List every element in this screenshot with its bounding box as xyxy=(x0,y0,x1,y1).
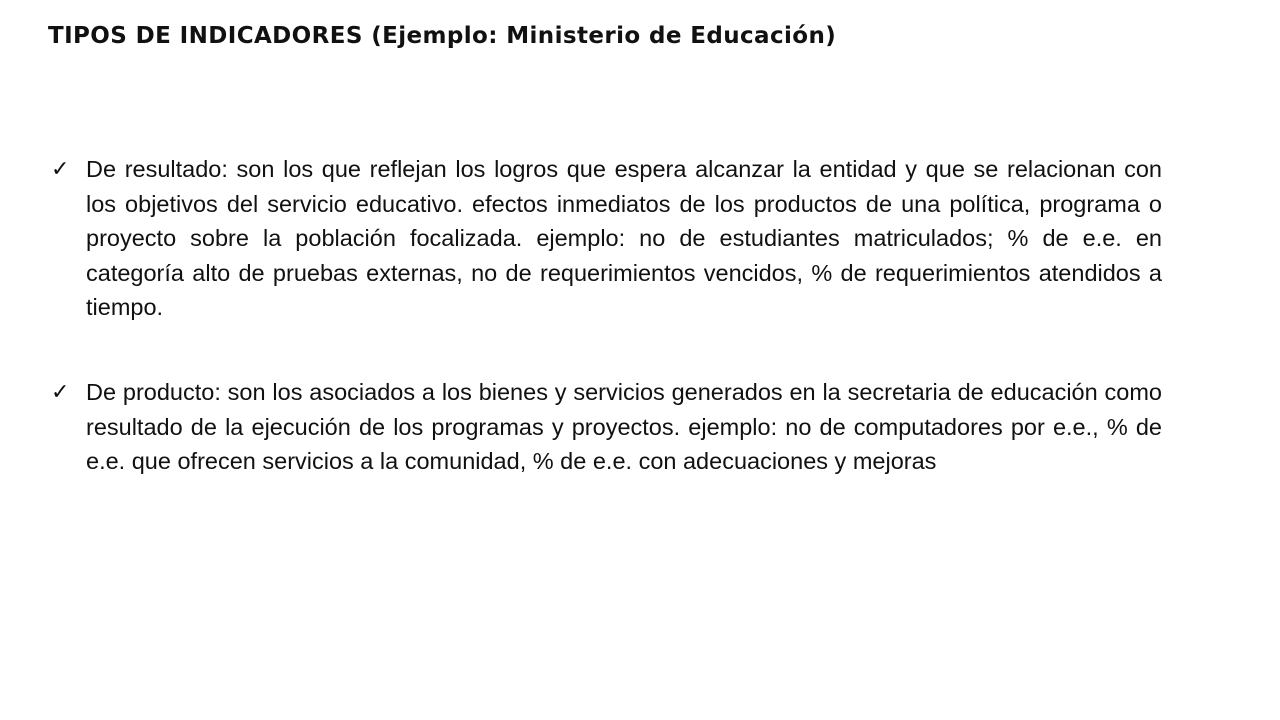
bullet-item-producto xyxy=(48,375,1162,479)
bullet-list xyxy=(48,152,1162,479)
bullet-text: De producto: son los asociados a los bienes y servicios generados en la secretaria de educación como resultado de la ejecución de los programas y proyectos. ejemplo: no de computadores por e.e., % de e.e. que ofrecen servicios a la comunidad, % de e.e. con adecuaciones y mejoras xyxy=(86,378,1162,475)
bullet-text: De resultado: son los que reflejan los logros que espera alcanzar la entidad y que se relacionan con los objetivos del servicio educativo. efectos inmediatos de los productos de una política, programa o proyecto sobre la población focalizada. ejemplo: no de estudiantes matriculados; % de e.e. en categoría alto de pruebas externas, no de requerimientos vencidos, % de requerimientos atendidos a tiempo. xyxy=(86,156,1162,321)
checkmark-icon: ✓ xyxy=(51,379,70,405)
checkmark-icon: ✓ xyxy=(51,157,70,182)
bullet-item-resultado xyxy=(48,152,1162,325)
slide-title: TIPOS DE INDICADORES (Ejemplo: Ministerio de Educación) xyxy=(48,23,837,49)
